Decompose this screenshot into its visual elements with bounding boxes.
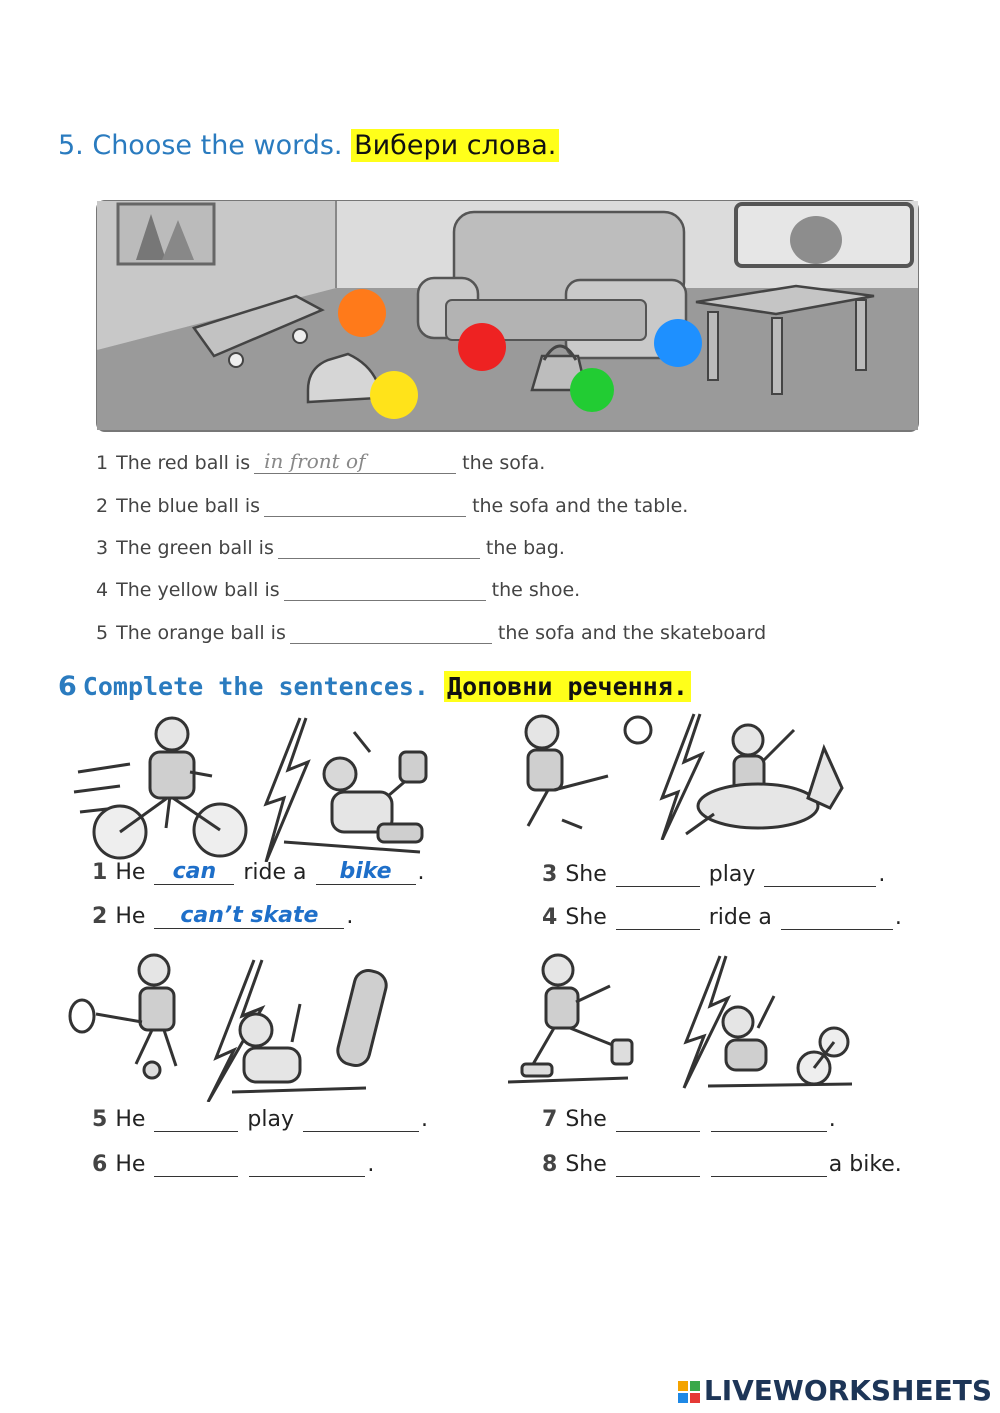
- ex5-sentence-2: 2 The blue ball is the sofa and the table.: [96, 495, 689, 517]
- ex5-sentence-3: 3 The green ball is the bag.: [96, 537, 565, 559]
- ex6-answer-field-8b[interactable]: [711, 1152, 827, 1177]
- ex6-answer-field-6a[interactable]: [154, 1152, 238, 1177]
- ex6-answer-field-6b[interactable]: [249, 1152, 365, 1177]
- ex5-answer-field-1[interactable]: in front of: [254, 453, 456, 474]
- room-illustration: [96, 200, 919, 432]
- ex6-sentence-8: 8 She a bike.: [542, 1152, 902, 1177]
- ex6-sentence-1: 1 He can ride a bike .: [92, 859, 425, 885]
- logo-icon: [678, 1381, 700, 1403]
- exercise-6-title: 6 Complete the sentences. Доповни речення.: [58, 671, 691, 702]
- ex6-answer-field-1b[interactable]: bike: [316, 860, 416, 885]
- ex5-sentence-4: 4 The yellow ball is the shoe.: [96, 579, 581, 601]
- green-ball: [570, 368, 614, 412]
- ex6-answer-field-1a[interactable]: can: [154, 860, 234, 885]
- ex6-sentence-5: 5 He play .: [92, 1107, 428, 1132]
- ex6-answer-field-4a[interactable]: [616, 905, 700, 930]
- ex5-answer-field-4[interactable]: [284, 580, 486, 601]
- ex6-answer-field-3a[interactable]: [616, 862, 700, 887]
- ex5-sentence-1: 1 The red ball is in front of the sofa.: [96, 449, 546, 474]
- ex5-answer-field-3[interactable]: [278, 538, 480, 559]
- blue-ball: [654, 319, 702, 367]
- ex6-sentence-2: 2 He can’t skate .: [92, 903, 354, 929]
- ex6-answer-field-7b[interactable]: [711, 1107, 827, 1132]
- liveworksheets-logo: LIVEWORKSHEETS: [678, 1374, 992, 1407]
- ex6-answer-field-5b[interactable]: [303, 1107, 419, 1132]
- ex6-sentence-4: 4 She ride a .: [542, 905, 902, 930]
- picture-rollerblade-bike: [508, 950, 858, 1090]
- picture-tennis-skateboard: [66, 952, 406, 1102]
- picture-bike-skate: [70, 712, 450, 862]
- ex6-answer-field-5a[interactable]: [154, 1107, 238, 1132]
- picture-football-horse: [508, 710, 848, 840]
- yellow-ball: [370, 371, 418, 419]
- ex6-answer-field-3b[interactable]: [764, 862, 876, 887]
- ex5-sentence-5: 5 The orange ball is the sofa and the skateboard: [96, 622, 767, 644]
- ex5-answer-field-2[interactable]: [264, 496, 466, 517]
- ex6-answer-field-8a[interactable]: [616, 1152, 700, 1177]
- ex6-answer-field-2[interactable]: can’t skate: [154, 904, 344, 929]
- ex6-answer-field-4b[interactable]: [781, 905, 893, 930]
- ex6-sentence-6: 6 He .: [92, 1152, 375, 1177]
- exercise-5-title-uk: Вибери слова.: [351, 129, 559, 162]
- ex6-sentence-3: 3 She play .: [542, 862, 886, 887]
- ex6-sentence-7: 7 She .: [542, 1107, 836, 1132]
- ex6-answer-field-7a[interactable]: [616, 1107, 700, 1132]
- exercise-5-title: [58, 130, 559, 161]
- orange-ball: [338, 289, 386, 337]
- ex5-answer-field-5[interactable]: [290, 623, 492, 644]
- exercise-5-title-en: 5. Choose the words.: [58, 130, 343, 161]
- red-ball: [458, 323, 506, 371]
